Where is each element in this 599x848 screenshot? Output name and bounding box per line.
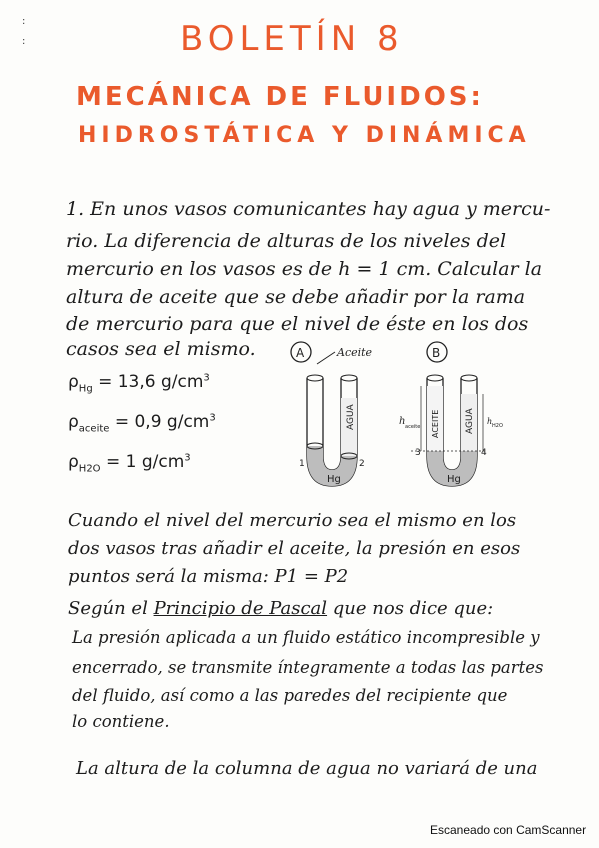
agua-label-b: AGUA — [465, 408, 475, 434]
problem-line: de mercurio para que el nivel de éste en los dos — [66, 313, 529, 335]
agua-label-a: AGUA — [346, 404, 356, 430]
point-2: 2 — [359, 459, 365, 469]
h-aceite-sub: aceite — [405, 424, 421, 430]
solution-line: puntos será la misma: P1 = P2 — [68, 566, 349, 587]
density-oil: $\rho_{aceite} = 0,9$ $g/cm^3$ — [68, 412, 216, 435]
margin-dots: : : — [22, 16, 26, 47]
hg-label-a: Hg — [327, 474, 341, 485]
final-line: La altura de la columna de agua no variará de una — [76, 758, 538, 779]
aceite-arrow-label: Aceite — [337, 346, 373, 359]
problem-line: rio. La diferencia de alturas de los niveles del — [66, 230, 507, 252]
h-aceite-label: h — [399, 416, 406, 427]
problem-line: altura de aceite que se debe añadir por la rama — [66, 286, 526, 308]
point-3: 3 — [415, 448, 421, 458]
pascal-line: La presión aplicada a un fluido estático incompresible y — [72, 628, 540, 647]
page-title: BOLETÍN 8 — [180, 19, 404, 59]
point-4: 4 — [481, 448, 487, 458]
pascal-suffix: que nos dice que: — [332, 598, 494, 619]
problem-line: mercurio en los vasos es de h = 1 cm. Calcular la — [66, 258, 543, 280]
pascal-line: lo contiene. — [72, 712, 170, 731]
u-tube-a — [291, 342, 373, 486]
density-water: $\rho_{H2O} = 1$ $g/cm^3$ — [68, 452, 191, 475]
subtitle-line-2: HIDROSTÁTICA Y DINÁMICA — [78, 123, 531, 148]
scanner-watermark: Escaneado con CamScanner — [430, 823, 587, 837]
h-agua-label: h — [487, 417, 493, 426]
pascal-line: del fluido, así como a las paredes del recipiente que — [72, 686, 508, 705]
pascal-intro — [68, 600, 493, 618]
u-tube-b — [399, 342, 503, 486]
u-tube-diagram — [287, 338, 527, 498]
point-1: 1 — [299, 459, 305, 469]
hg-label-b: Hg — [447, 474, 461, 485]
h-agua-sub: H2O — [492, 423, 503, 429]
subtitle-line-1: MECÁNICA DE FLUIDOS: — [76, 82, 484, 112]
pascal-prefix: Según el — [68, 598, 148, 619]
pascal-name: Principio de Pascal — [153, 598, 328, 619]
label-b: B — [432, 346, 441, 360]
density-mercury: $\rho_{Hg} = 13,6$ $g/cm^3$ — [68, 372, 210, 395]
aceite-tube-label: ACEITE — [431, 409, 440, 438]
solution-line: Cuando el nivel del mercurio sea el mismo en los — [68, 510, 517, 531]
pascal-line: encerrado, se transmite íntegramente a todas las partes — [72, 658, 544, 677]
problem-line: 1. En unos vasos comunicantes hay agua y mercu- — [66, 198, 551, 220]
label-a: A — [296, 346, 305, 360]
solution-line: dos vasos tras añadir el aceite, la presión en esos — [68, 538, 521, 559]
problem-line: casos sea el mismo. — [66, 338, 256, 360]
